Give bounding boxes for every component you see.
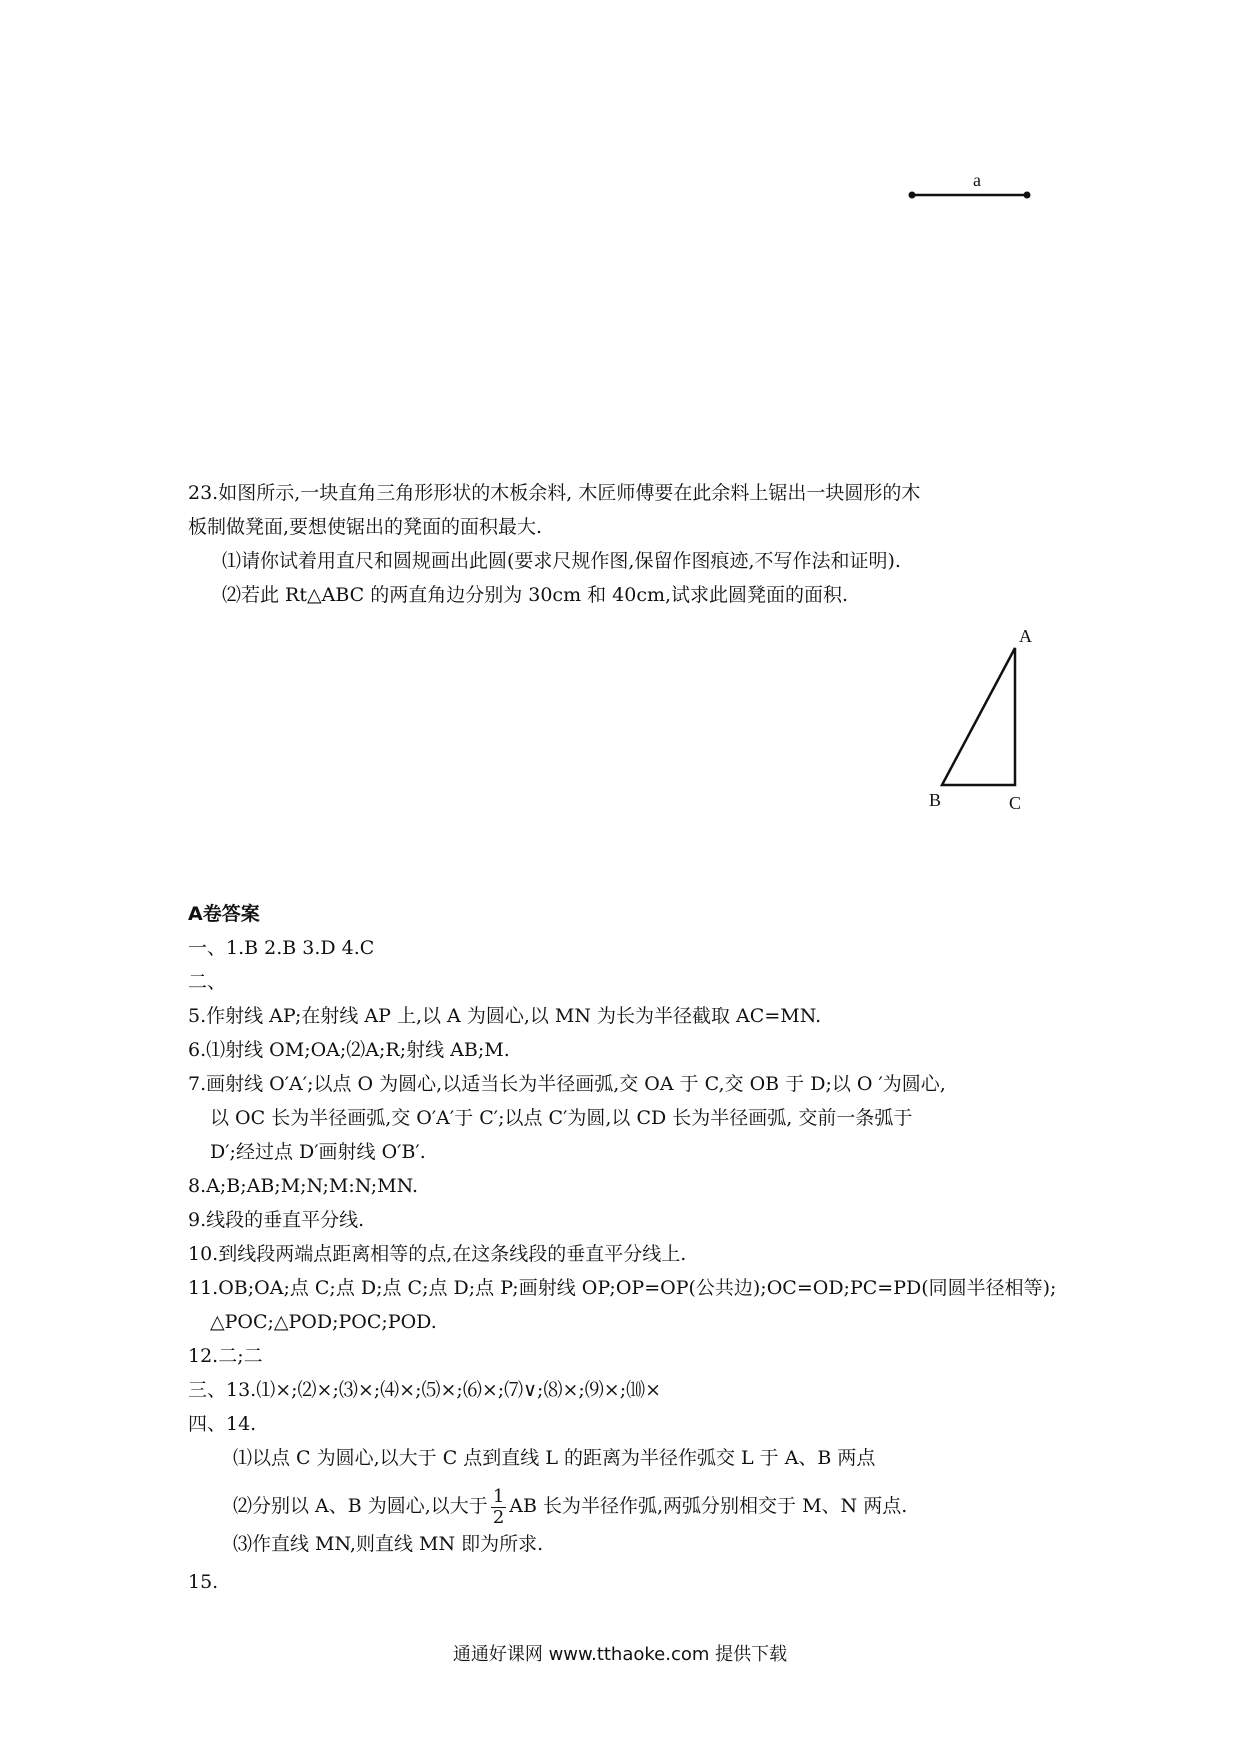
answer-11-line1: 11.OB;OA;点 C;点 D;点 C;点 D;点 P;画射线 OP;OP=OP(公共边);OC=OD;PC=PD(同圆半径相等); <box>188 1277 1057 1299</box>
answer-10: 10.到线段两端点距离相等的点,在这条线段的垂直平分线上. <box>188 1243 687 1265</box>
segment-a-figure <box>900 166 1040 206</box>
answer-14-step1: ⑴以点 C 为圆心,以大于 C 点到直线 L 的距离为半径作弧交 L 于 A、B 两点 <box>233 1447 876 1469</box>
answer-14-step3: ⑶作直线 MN,则直线 MN 即为所求. <box>233 1533 544 1555</box>
answer-6: 6.⑴射线 OM;OA;⑵A;R;射线 AB;M. <box>188 1039 510 1061</box>
answer-13: 三、13.⑴×;⑵×;⑶×;⑷×;⑸×;⑹×;⑺∨;⑻×;⑼×;⑽× <box>188 1379 662 1401</box>
answer-14: 四、14. <box>188 1413 257 1435</box>
answers-heading: A卷答案 <box>188 903 260 925</box>
q23-part2: ⑵若此 Rt△ABC 的两直角边分别为 30cm 和 40cm,试求此圆凳面的面积. <box>222 584 849 606</box>
triangle-label-a: A <box>1019 626 1032 646</box>
answer-15: 15. <box>188 1571 219 1593</box>
q23-part1: ⑴请你试着用直尺和圆规画出此圆(要求尺规作图,保留作图痕迹,不写作法和证明). <box>222 550 901 572</box>
answers-section-2: 二、 <box>188 971 227 993</box>
right-triangle-abc-figure <box>930 640 1020 800</box>
answer-12: 12.二;二 <box>188 1345 263 1367</box>
one-half-fraction <box>491 1487 506 1528</box>
triangle-label-b: B <box>929 790 942 810</box>
triangle-label-c: C <box>1009 793 1022 813</box>
fraction-denominator: 2 <box>492 1506 505 1528</box>
answer-7-line3: D′;经过点 D′画射线 O′B′. <box>210 1141 426 1163</box>
answer-14-step2 <box>233 1484 907 1528</box>
fraction-numerator: 1 <box>492 1485 505 1507</box>
answer-9: 9.线段的垂直平分线. <box>188 1209 365 1231</box>
answers-section-1: 一、1.B 2.B 3.D 4.C <box>188 937 375 959</box>
answer-11-line2: △POC;△POD;POC;POD. <box>210 1311 437 1333</box>
segment-a-endpoint-left <box>909 192 916 199</box>
answer-14-step2-suffix: AB 长为半径作弧,两弧分别相交于 M、N 两点. <box>509 1495 908 1517</box>
answer-7-line2: 以 OC 长为半径画弧,交 O′A′于 C′;以点 C′为圆,以 CD 长为半径画弧, 交前一条弧于 <box>210 1107 913 1129</box>
segment-a-endpoint-right <box>1024 192 1031 199</box>
answer-14-step2-prefix: ⑵分别以 A、B 为圆心,以大于 <box>233 1495 488 1517</box>
answer-8: 8.A;B;AB;M;N;M:N;MN. <box>188 1175 419 1197</box>
answer-7-line1: 7.画射线 O′A′;以点 O 为圆心,以适当长为半径画弧,交 OA 于 C,交 OB 于 D;以 O ′为圆心, <box>188 1073 946 1095</box>
page-footer: 通通好课网 www.tthaoke.com 提供下载 <box>452 1644 788 1665</box>
triangle-abc-shape <box>942 648 1015 785</box>
q23-line2: 板制做凳面,要想使锯出的凳面的面积最大. <box>188 516 543 538</box>
segment-a-label: a <box>973 170 981 190</box>
answer-5: 5.作射线 AP;在射线 AP 上,以 A 为圆心,以 MN 为长为半径截取 AC=MN. <box>188 1005 822 1027</box>
q23-line1: 23.如图所示,一块直角三角形形状的木板余料, 木匠师傅要在此余料上锯出一块圆形的木 <box>188 482 921 504</box>
